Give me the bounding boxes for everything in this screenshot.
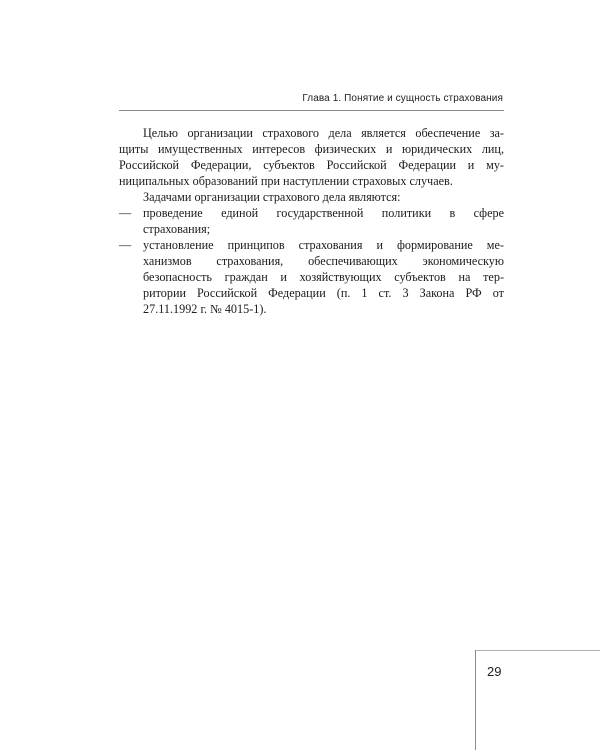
page-body: [119, 125, 504, 317]
dash-bullet: —: [119, 238, 132, 252]
dash-bullet: —: [119, 206, 132, 220]
paragraph-line: Российской Федерации, субъектов Российской Федерации и му-: [119, 158, 504, 172]
list-item-line: ритории Российской Федерации (п. 1 ст. 3 Закона РФ от: [143, 286, 504, 300]
footer-vertical-rule: [475, 650, 476, 750]
list-item-line: ханизмов страхования, обеспечивающих экономическую: [143, 254, 504, 268]
paragraph-line: Задачами организации страхового дела являются:: [143, 190, 401, 204]
paragraph-line: щиты имущественных интересов физических и юридических лиц,: [119, 142, 504, 156]
paragraph-goal: [119, 125, 504, 189]
paragraph-tasks-intro: [119, 189, 504, 205]
list-item-line: безопасность граждан и хозяйствующих субъектов на тер-: [143, 270, 504, 284]
list-item-line: проведение единой государственной политики в сфере: [143, 206, 504, 220]
tasks-list: [119, 205, 504, 317]
running-header: Глава 1. Понятие и сущность страхования: [302, 93, 503, 104]
footer-rule: [475, 650, 600, 651]
list-item: [119, 237, 504, 317]
paragraph-line: ниципальных образований при наступлении страховых случаев.: [119, 174, 453, 188]
header-rule: [119, 110, 504, 111]
list-item-line: страхования;: [143, 222, 211, 236]
list-item-line: 27.11.1992 г. № 4015-1).: [143, 302, 267, 316]
page-number: 29: [487, 664, 502, 679]
list-item: [119, 205, 504, 237]
list-item-line: установление принципов страхования и формирование ме-: [143, 238, 504, 252]
paragraph-line: Целью организации страхового дела является обеспечение за-: [143, 126, 504, 140]
